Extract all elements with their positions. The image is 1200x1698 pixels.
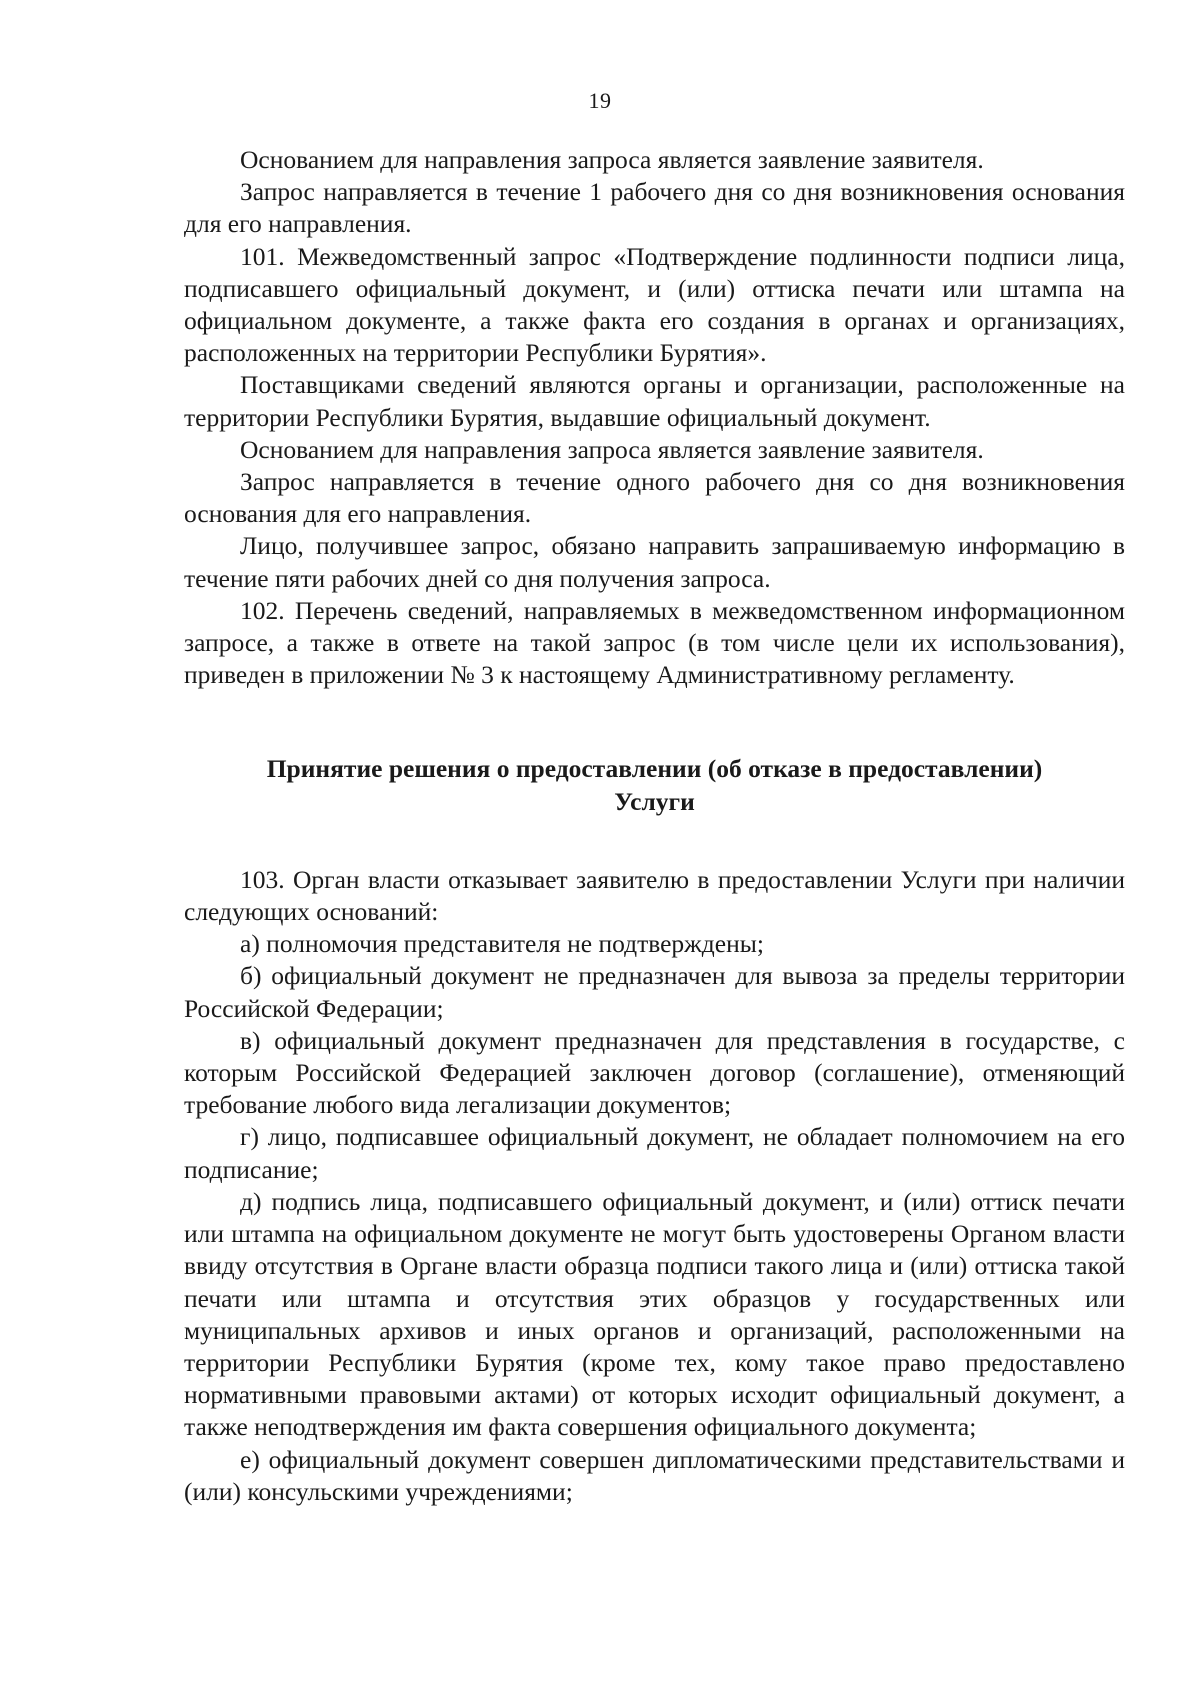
paragraph: Основанием для направления запроса является заявление заявителя. (240, 145, 984, 174)
spacer (184, 691, 1125, 753)
paragraph: Поставщиками сведений являются органы и организации, расположенные на территории Республики Бурятия, выдавшие официальный документ. (184, 370, 1125, 432)
list-item-b: б) официальный документ не предназначен для вывоза за пределы территории Российской Федерации; (184, 961, 1125, 1023)
section-heading-line-1: Принятие решения о предоставлении (об отказе в предоставлении) (266, 754, 1043, 784)
paragraph-item-102: 102. Перечень сведений, направляемых в межведомственном информационном запросе, а также в ответе на такой запрос (в том числе цели их использования), приведен в приложении № 3 к настоящему Административному регламенту. (184, 595, 1125, 690)
paragraph: Основанием для направления запроса является заявление заявителя. (240, 434, 984, 464)
list-item-v: в) официальный документ предназначен для представления в государстве, с которым Российской Федерацией заключен договор (соглашение), отменяющий требование любого вида легализации документов; (184, 1025, 1125, 1120)
paragraph: Запрос направляется в течение 1 рабочего дня со дня возникновения основания для его направления. (184, 177, 1125, 239)
paragraph-item-103: 103. Орган власти отказывает заявителю в предоставлении Услуги при наличии следующих оснований: (184, 864, 1125, 927)
section-heading-line-2: Услуги (614, 786, 695, 816)
document-body (184, 144, 1125, 1508)
spacer (184, 818, 1125, 864)
paragraph-item-101: 101. Межведомственный запрос «Подтверждение подлинности подписи лица, подписавшего официальный документ, и (или) оттиска печати или штампа на официальном документе, а также факта его создания в органах и организациях, расположенных на территории Республики Бурятия». (184, 241, 1125, 368)
section-heading (184, 753, 1125, 817)
paragraph: Запрос направляется в течение одного рабочего дня со дня возникновения основания для его направления. (184, 467, 1125, 529)
list-item-d: д) подпись лица, подписавшего официальный документ, и (или) оттиск печати или штампа на официальном документе не могут быть удостоверены Органом власти ввиду отсутствия в Органе власти образца подписи такого лица и (или) оттиска такой печати или штампа и отсутствия этих образцов у государственных или муниципальных архивов и иных органов и организаций, расположенными на территории Республики Бурятия (кроме тех, кому такое право предоставлено нормативными правовыми актами) от которых исходит официальный документ, а также неподтверждения им факта совершения официального документа; (184, 1186, 1125, 1442)
list-item-g: г) лицо, подписавшее официальный документ, не обладает полномочием на его подписание; (184, 1122, 1125, 1184)
list-item-a: а) полномочия представителя не подтверждены; (240, 929, 764, 959)
paragraph: Лицо, получившее запрос, обязано направить запрашиваемую информацию в течение пяти рабочих дней со дня получения запроса. (184, 531, 1125, 593)
page-number: 19 (588, 88, 612, 113)
list-item-e: е) официальный документ совершен дипломатическими представительствами и (или) консульскими учреждениями; (184, 1444, 1125, 1506)
